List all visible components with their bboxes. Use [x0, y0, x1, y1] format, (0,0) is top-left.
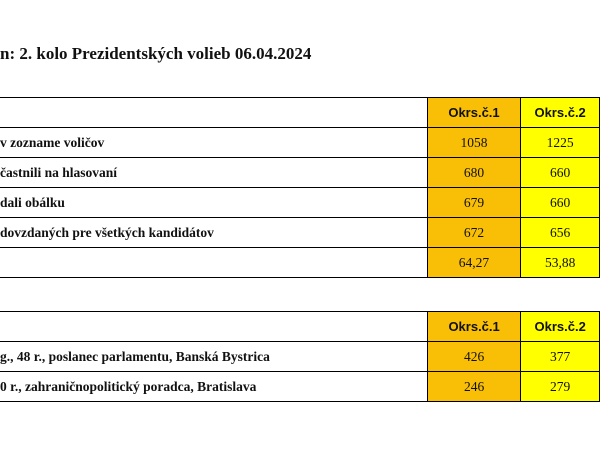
row-label: v zozname voličov: [0, 128, 427, 158]
district-1-value: 426: [427, 342, 520, 372]
table-row: [0, 342, 600, 372]
district-2-value: 279: [521, 372, 600, 402]
header-district-2: Okrs.č.2: [521, 312, 600, 342]
table-row: [0, 188, 600, 218]
table-row: [0, 128, 600, 158]
district-1-value: 64,27: [427, 248, 521, 278]
row-label: častnili na hlasovaní: [0, 158, 427, 188]
header-label-cell: [0, 98, 427, 128]
header-district-1: Okrs.č.1: [427, 98, 521, 128]
district-2-value: 660: [521, 158, 600, 188]
district-2-value: 660: [521, 188, 600, 218]
district-1-value: 679: [427, 188, 521, 218]
table-row: [0, 248, 600, 278]
district-1-value: 1058: [427, 128, 521, 158]
header-label-cell: [0, 312, 427, 342]
row-label: dovzdaných pre všetkých kandidátov: [0, 218, 427, 248]
district-2-value: 656: [521, 218, 600, 248]
candidate-label: g., 48 r., poslanec parlamentu, Banská Bystrica: [0, 342, 427, 372]
candidate-label: 0 r., zahraničnopolitický poradca, Bratislava: [0, 372, 427, 402]
table-header-row: [0, 312, 600, 342]
district-2-value: 53,88: [521, 248, 600, 278]
turnout-table: [0, 97, 600, 278]
district-2-value: 377: [521, 342, 600, 372]
district-1-value: 672: [427, 218, 521, 248]
document-title: n: 2. kolo Prezidentských volieb 06.04.2024: [0, 44, 312, 63]
header-district-1: Okrs.č.1: [427, 312, 520, 342]
district-2-value: 1225: [521, 128, 600, 158]
table-header-row: [0, 98, 600, 128]
header-district-2: Okrs.č.2: [521, 98, 600, 128]
candidates-table: [0, 311, 600, 402]
table-row: [0, 218, 600, 248]
district-1-value: 680: [427, 158, 521, 188]
row-label: [0, 248, 427, 278]
table-row: [0, 372, 600, 402]
table-row: [0, 158, 600, 188]
row-label: dali obálku: [0, 188, 427, 218]
district-1-value: 246: [427, 372, 520, 402]
